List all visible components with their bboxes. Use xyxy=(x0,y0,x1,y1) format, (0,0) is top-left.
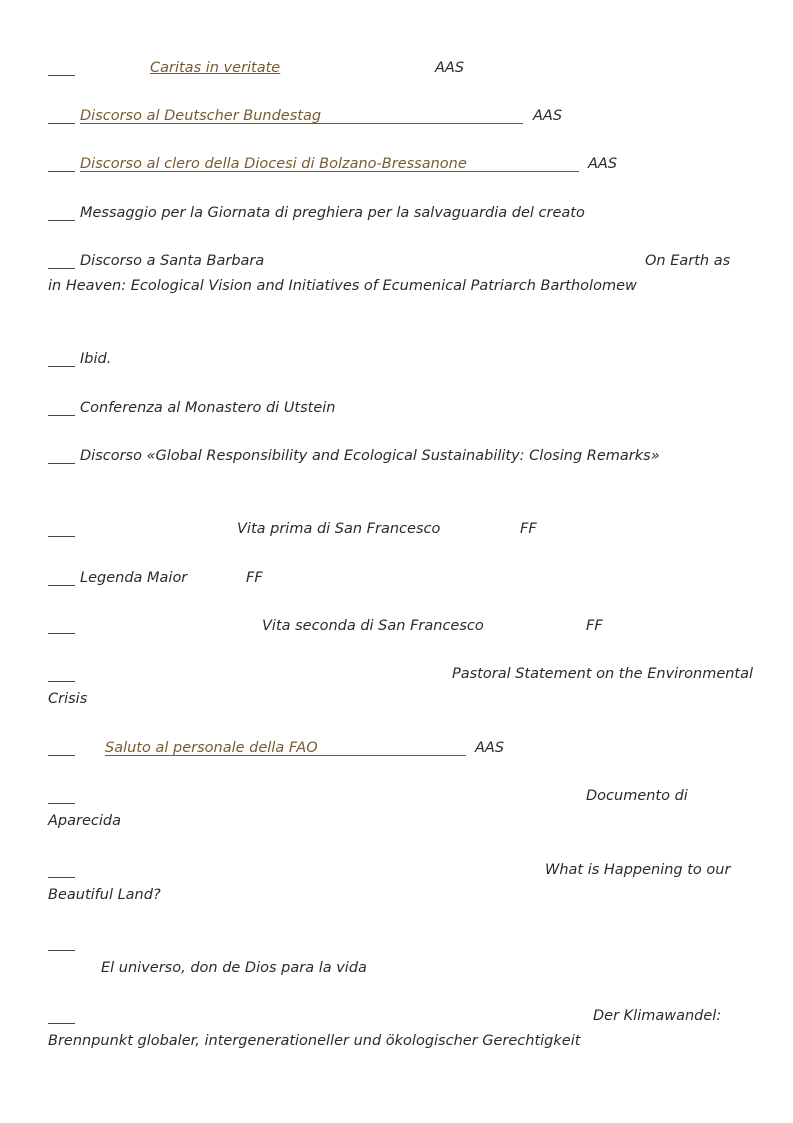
citation-source: FF xyxy=(520,521,537,537)
citation-title: Vita prima di San Francesco xyxy=(237,521,441,537)
citation-title: Der Klimawandel: xyxy=(593,1008,722,1024)
footnote-marker-blank xyxy=(48,585,75,586)
footnote-marker-blank xyxy=(48,268,75,269)
citation-title: Messaggio per la Giornata di preghiera per la salvaguardia del creato xyxy=(80,205,585,221)
citation-title-continued: Brennpunkt globaler, intergenerationeller und ökologischer Gerechtigkeit xyxy=(48,1033,581,1049)
citation-book-title: On Earth as xyxy=(645,253,731,269)
citation-title: Ibid. xyxy=(80,351,112,367)
citation-source: FF xyxy=(246,570,263,586)
footnote-marker-blank xyxy=(48,1023,75,1024)
footnote-marker-blank xyxy=(48,681,75,682)
citation-title: Legenda Maior xyxy=(80,570,188,586)
link-underline xyxy=(80,123,523,124)
footnote-marker-blank xyxy=(48,366,75,367)
citation-source: AAS xyxy=(588,156,618,172)
footnote-marker-blank xyxy=(48,171,75,172)
footnote-marker-blank xyxy=(48,803,75,804)
footnote-marker-blank xyxy=(48,75,75,76)
footnote-marker-blank xyxy=(48,415,75,416)
citation-source: AAS xyxy=(475,740,505,756)
footnote-marker-blank xyxy=(48,463,75,464)
citation-title: Vita seconda di San Francesco xyxy=(262,618,484,634)
citation-source: AAS xyxy=(533,108,563,124)
citation-book-title-continued: in Heaven: Ecological Vision and Initiatives of Ecumenical Patriarch Bartholomew xyxy=(48,278,637,294)
footnote-marker-blank xyxy=(48,633,75,634)
citation-source: AAS xyxy=(435,60,465,76)
citation-title: El universo, don de Dios para la vida xyxy=(101,960,367,976)
citation-title: Discorso «Global Responsibility and Ecological Sustainability: Closing Remarks» xyxy=(80,448,660,464)
link-underline xyxy=(105,755,466,756)
footnote-marker-blank xyxy=(48,123,75,124)
citation-link-fao[interactable]: Saluto al personale della FAO xyxy=(105,740,318,756)
footnote-marker-blank xyxy=(48,950,75,951)
citation-title-continued: Beautiful Land? xyxy=(48,887,161,903)
footnote-marker-blank xyxy=(48,536,75,537)
citation-link-bolzano-bressanone[interactable]: Discorso al clero della Diocesi di Bolzano-Bressanone xyxy=(80,156,467,172)
citation-title: Conferenza al Monastero di Utstein xyxy=(80,400,336,416)
footnote-marker-blank xyxy=(48,877,75,878)
citation-link-caritas-in-veritate[interactable]: Caritas in veritate xyxy=(150,60,281,76)
citation-title: Discorso a Santa Barbara xyxy=(80,253,265,269)
citation-source: FF xyxy=(586,618,603,634)
citation-title-continued: Aparecida xyxy=(48,813,121,829)
citation-link-bundestag[interactable]: Discorso al Deutscher Bundestag xyxy=(80,108,322,124)
citation-title: What is Happening to our xyxy=(545,862,731,878)
citation-title: Pastoral Statement on the Environmental xyxy=(452,666,754,682)
citation-title-continued: Crisis xyxy=(48,691,88,707)
link-underline xyxy=(80,171,579,172)
footnote-marker-blank xyxy=(48,755,75,756)
footnote-marker-blank xyxy=(48,220,75,221)
citation-title: Documento di xyxy=(586,788,688,804)
